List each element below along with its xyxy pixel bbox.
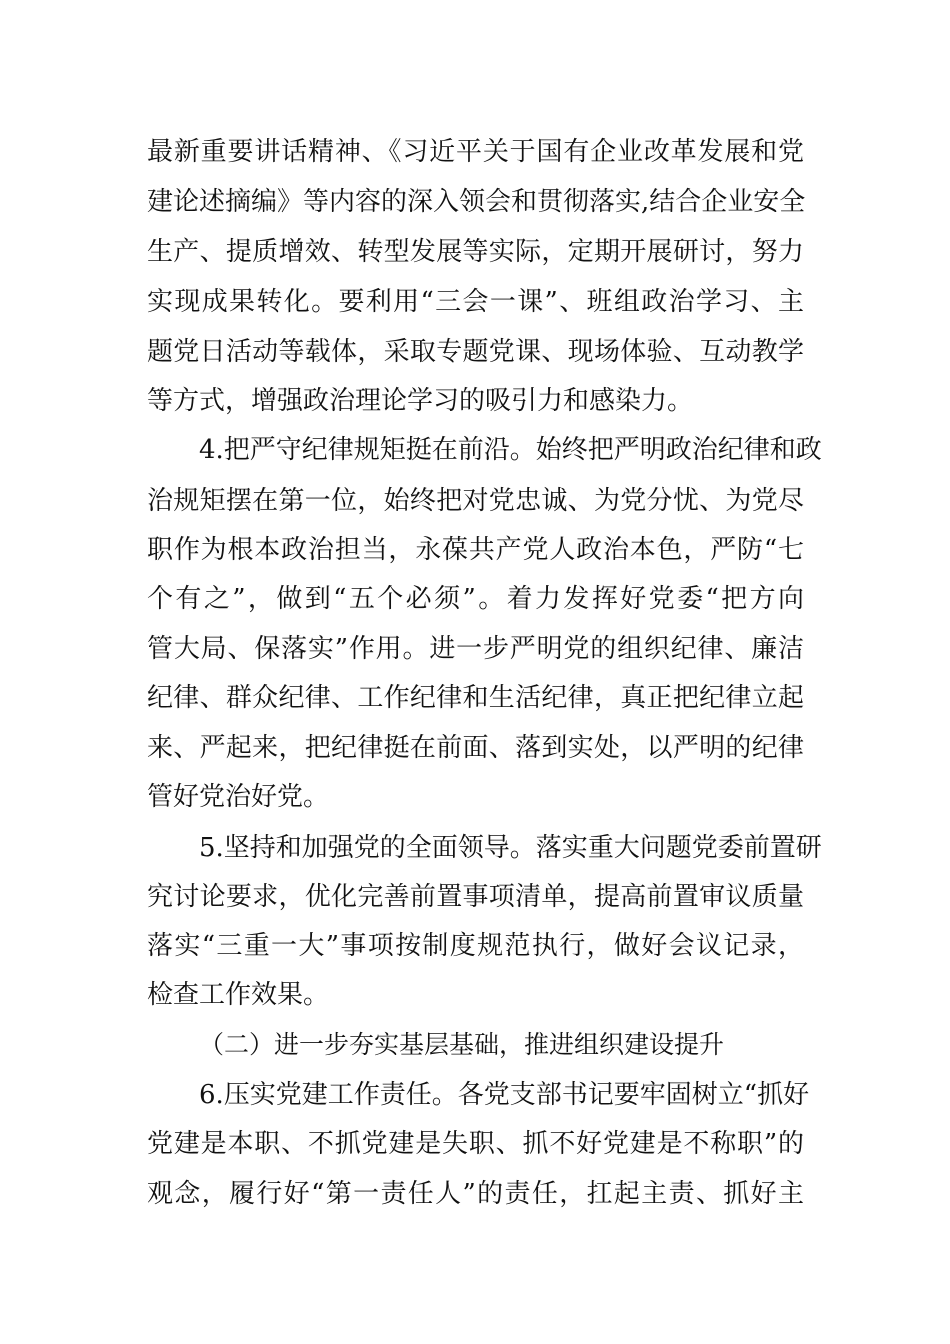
body-text-line: 检查工作效果。 — [147, 980, 330, 1010]
body-text-line: 职作为根本政治担当，永葆共产党人政治本色，严防“七 — [147, 535, 804, 565]
paragraph-heading-line: 5.坚持和加强党的全面领导。落实重大问题党委前置研 — [199, 833, 822, 863]
paragraph-heading-line: 4.把严守纪律规矩挺在前沿。始终把严明政治纪律和政 — [199, 435, 822, 465]
body-text-line: 观念，履行好“第一责任人”的责任，扛起主责、抓好主 — [147, 1179, 804, 1209]
paragraph-heading-line: 6.压实党建工作责任。各党支部书记要牢固树立“抓好 — [199, 1080, 810, 1110]
body-text-line: 个有之”，做到“五个必须”。着力发挥好党委“把方向 — [147, 584, 804, 614]
body-text-line: 管好党治好党。 — [147, 782, 330, 812]
body-text-line: 实现成果转化。要利用“三会一课”、班组政治学习、主 — [147, 287, 804, 317]
body-text-line: 生产、提质增效、转型发展等实际，定期开展研讨，努力 — [147, 237, 804, 267]
body-text-line: 究讨论要求，优化完善前置事项清单，提高前置审议质量 — [147, 882, 804, 912]
body-text-line: 管大局、保落实”作用。进一步严明党的组织纪律、廉洁 — [147, 634, 804, 664]
body-text-line: 题党日活动等载体，采取专题党课、现场体验、互动教学 — [147, 337, 804, 367]
body-text-line: 治规矩摆在第一位，始终把对党忠诚、为党分忧、为党尽 — [147, 486, 804, 516]
section-heading: （二）进一步夯实基层基础，推进组织建设提升 — [199, 1030, 725, 1059]
body-text-line: 建论述摘编》等内容的深入领会和贯彻落实,结合企业安全 — [147, 187, 806, 217]
body-text-line: 党建是本职、不抓党建是失职、抓不好党建是不称职”的 — [147, 1129, 804, 1159]
body-text-line: 纪律、群众纪律、工作纪律和生活纪律，真正把纪律立起 — [147, 683, 804, 713]
body-text-line: 等方式，增强政治理论学习的吸引力和感染力。 — [147, 386, 694, 416]
body-text-line: 落实“三重一大”事项按制度规范执行，做好会议记录， — [147, 931, 804, 961]
body-text-line: 最新重要讲话精神、《习近平关于国有企业改革发展和党 — [147, 137, 804, 167]
body-text-line: 来、严起来，把纪律挺在前面、落到实处，以严明的纪律 — [147, 733, 804, 763]
